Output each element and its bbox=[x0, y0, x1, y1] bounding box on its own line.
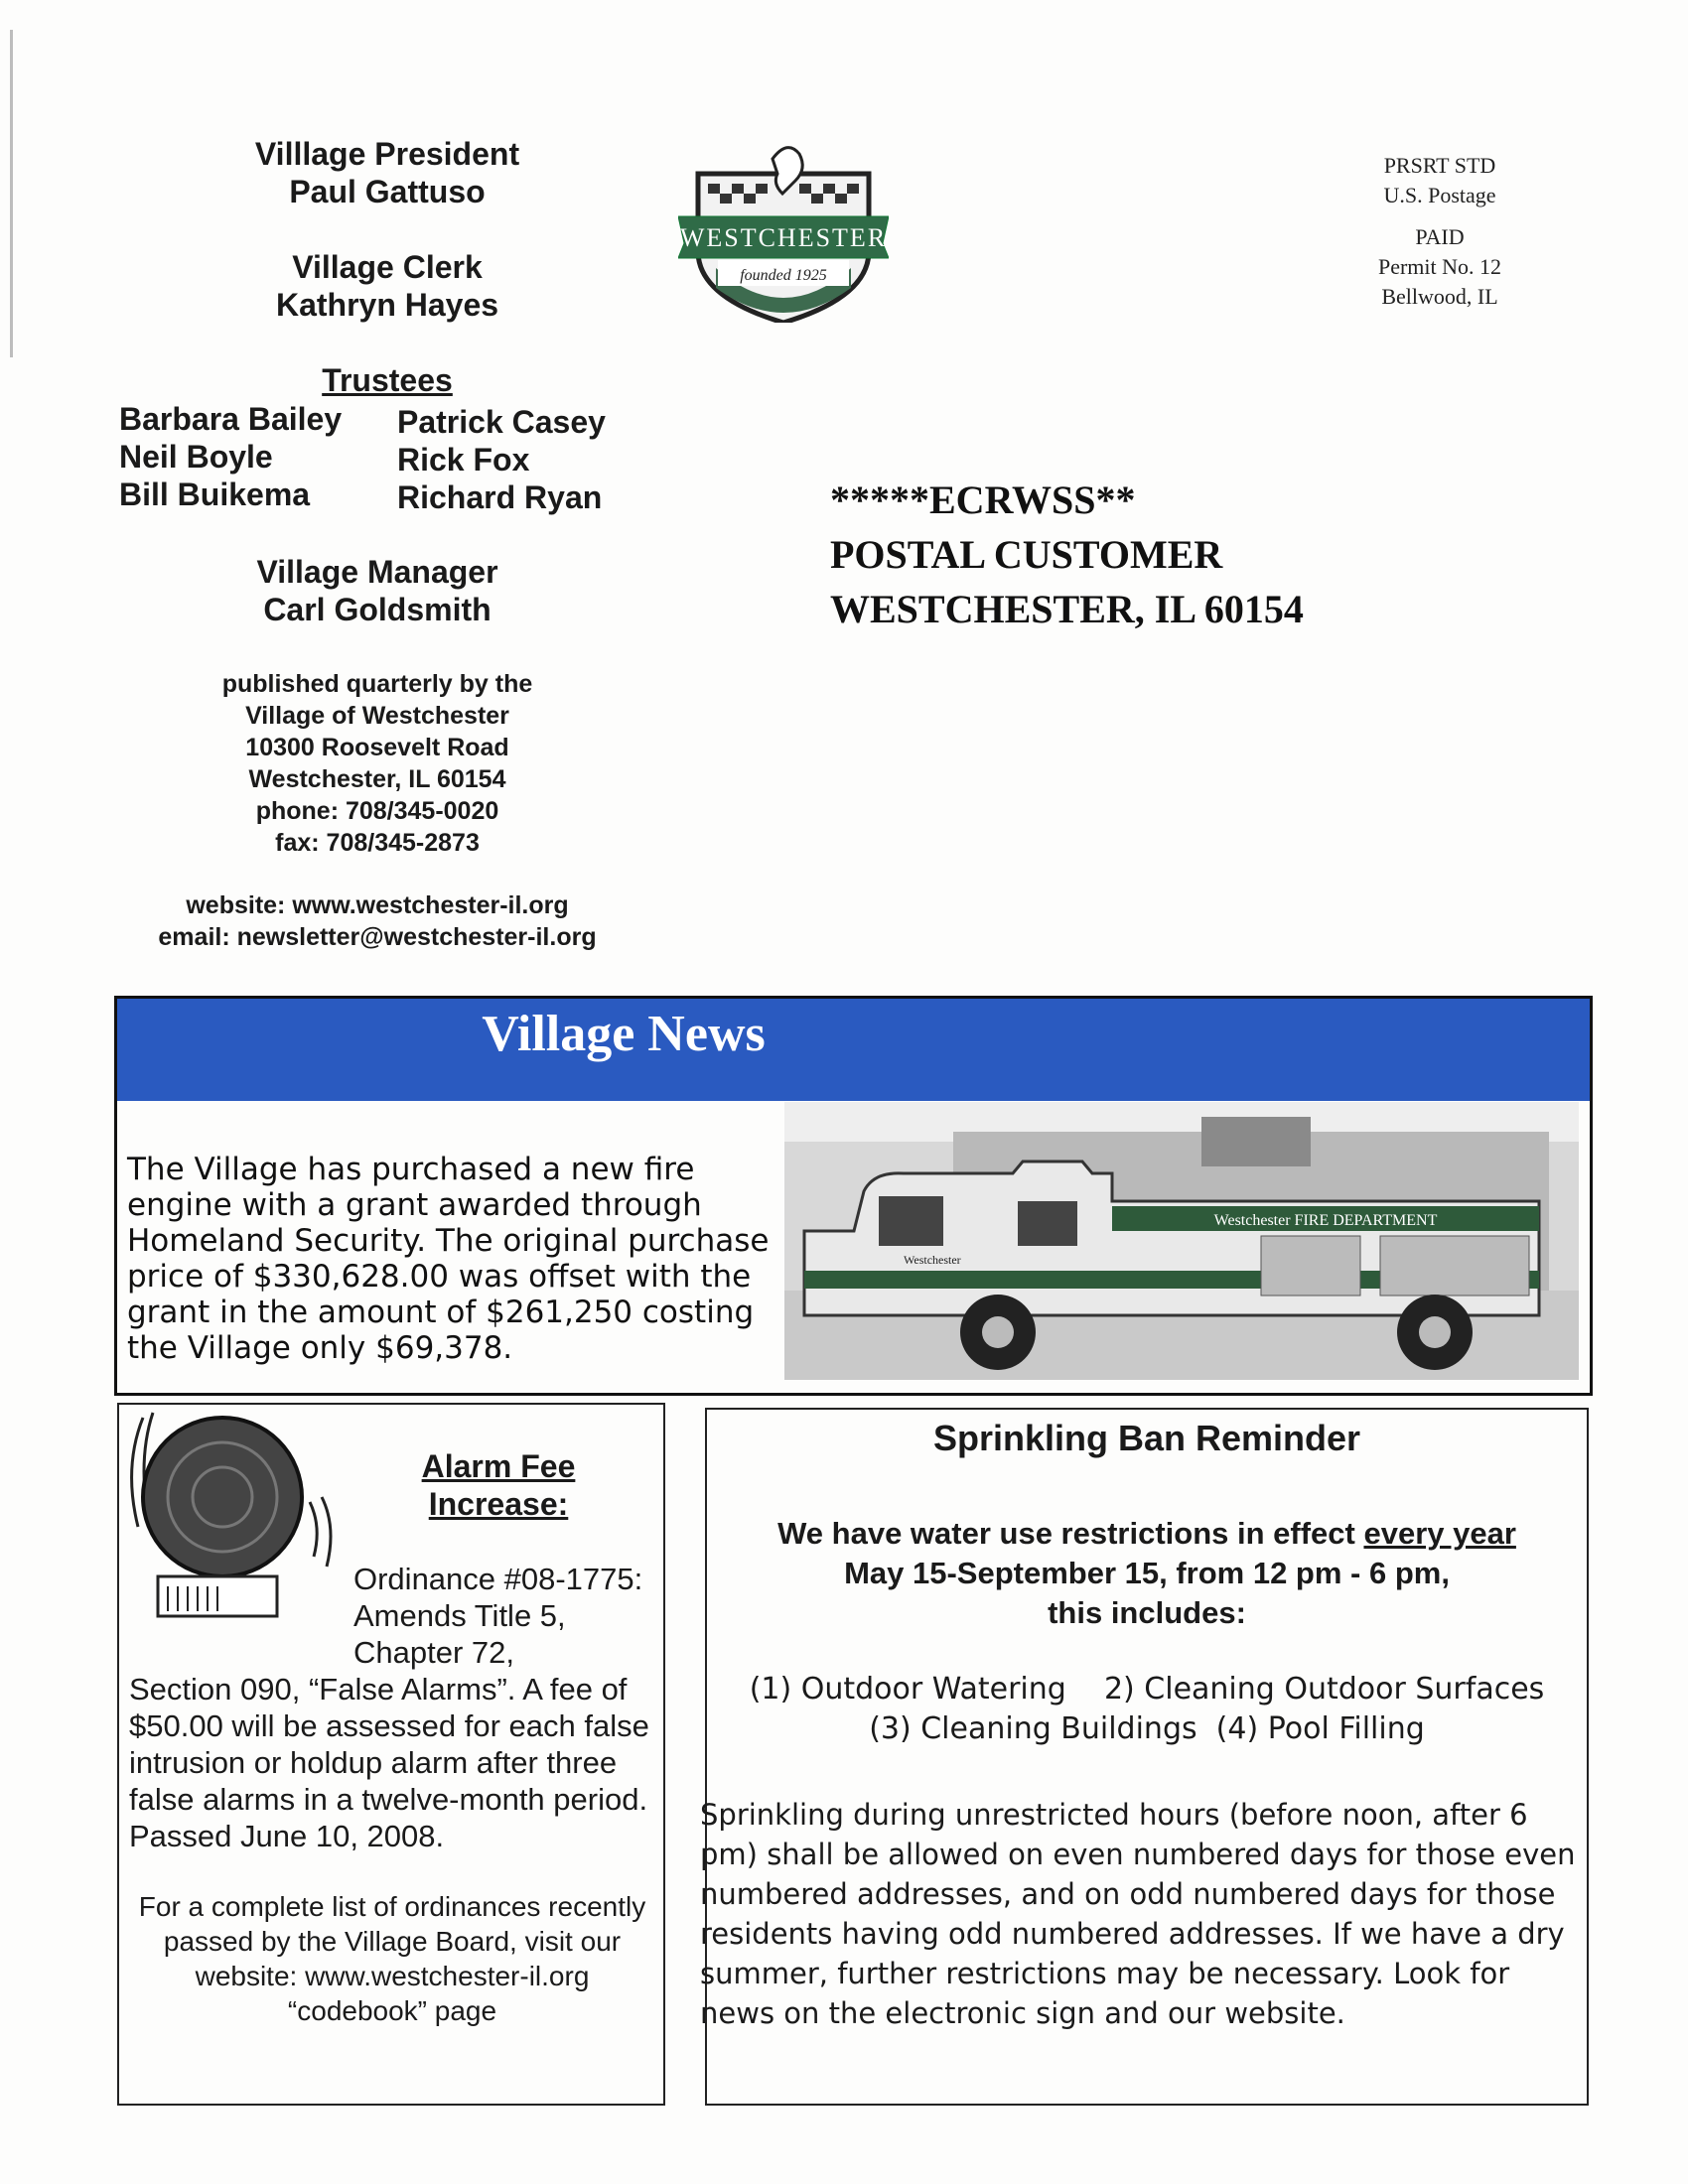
truck-label: Westchester FIRE DEPARTMENT bbox=[1213, 1212, 1438, 1229]
sprinkling-body: Sprinkling during unrestricted hours (before noon, after 6 pm) shall be allowed on even numbered days for those even numbered addresses, and on odd numbered days for those residents having odd numbered addresses. If we have a dry summer, further restrictions may be necessary. Look for news on the electronic sign and our website. bbox=[700, 1798, 1576, 2030]
publisher-line: Westchester, IL 60154 bbox=[248, 765, 506, 793]
alarm-fee-title bbox=[389, 1447, 608, 1523]
page-edge-rule bbox=[10, 30, 13, 357]
sprinkling-items-line: (1) Outdoor Watering 2) Cleaning Outdoor Surfaces bbox=[749, 1672, 1545, 1706]
clerk-name: Kathryn Hayes bbox=[275, 287, 499, 323]
publisher-line: published quarterly by the bbox=[221, 670, 533, 698]
alarm-title-line: Alarm Fee bbox=[421, 1448, 576, 1484]
officials-clerk bbox=[218, 248, 556, 324]
trustee-name: Rick Fox bbox=[397, 442, 530, 478]
alarm-ordinance: Ordinance #08-1775: Amends Title 5, Chapter 72, bbox=[353, 1562, 643, 1670]
alarm-bell-icon bbox=[123, 1408, 352, 1626]
publisher-line: Village of Westchester bbox=[245, 702, 509, 730]
publisher-info bbox=[189, 668, 566, 859]
restriction-dates: May 15-September 15, from 12 pm - 6 pm, bbox=[844, 1556, 1450, 1590]
restriction-emphasis: every year bbox=[1363, 1516, 1516, 1551]
logo-wordmark: WESTCHESTER bbox=[679, 223, 888, 252]
sprinkling-restrictions bbox=[707, 1514, 1587, 1633]
fire-engine-photo bbox=[784, 1102, 1579, 1380]
sprinkling-title: Sprinkling Ban Reminder bbox=[932, 1418, 1361, 1458]
trustee-name: Barbara Bailey bbox=[119, 401, 343, 437]
door-label: Westchester bbox=[904, 1253, 961, 1267]
president-name: Paul Gattuso bbox=[289, 174, 486, 209]
sprinkling-items-line: (3) Cleaning Buildings (4) Pool Filling bbox=[869, 1711, 1425, 1746]
publisher-email: email: newsletter@westchester-il.org bbox=[158, 923, 597, 951]
president-title: Villlage President bbox=[254, 136, 520, 172]
logo-founded: founded 1925 bbox=[740, 267, 827, 284]
manager-title: Village Manager bbox=[256, 554, 498, 590]
publisher-phone: phone: 708/345-0020 bbox=[255, 797, 499, 825]
publisher-website: website: www.westchester-il.org bbox=[186, 891, 569, 919]
trustee-name: Bill Buikema bbox=[119, 477, 311, 512]
postage-line: PAID bbox=[1415, 224, 1465, 249]
trustee-name: Richard Ryan bbox=[397, 479, 603, 515]
publisher-contact bbox=[99, 889, 655, 953]
westchester-logo bbox=[678, 139, 889, 323]
alarm-title-line: Increase: bbox=[428, 1486, 569, 1522]
postage-line: U.S. Postage bbox=[1383, 183, 1496, 207]
officials-manager bbox=[209, 553, 546, 628]
clerk-title: Village Clerk bbox=[292, 249, 483, 285]
postage-line: Bellwood, IL bbox=[1381, 284, 1498, 309]
mailing-address bbox=[830, 473, 1525, 636]
trustees-heading: Trustees bbox=[322, 362, 453, 398]
sprinkling-items bbox=[707, 1670, 1587, 1749]
restriction-includes: this includes: bbox=[1048, 1595, 1246, 1630]
postage-line: Permit No. 12 bbox=[1377, 254, 1502, 279]
restriction-text: We have water use restrictions in effect bbox=[777, 1516, 1364, 1551]
officials-president bbox=[218, 135, 556, 210]
village-news-title: Village News bbox=[482, 1006, 766, 1062]
postage-indicia bbox=[1331, 151, 1549, 312]
mailing-line: WESTCHESTER, IL 60154 bbox=[830, 587, 1304, 631]
manager-name: Carl Goldsmith bbox=[263, 592, 492, 627]
publisher-line: 10300 Roosevelt Road bbox=[245, 734, 509, 761]
publisher-fax: fax: 708/345-2873 bbox=[275, 829, 480, 857]
postage-line: PRSRT STD bbox=[1383, 153, 1496, 178]
mailing-line: *****ECRWSS** bbox=[830, 478, 1136, 522]
trustee-name: Patrick Casey bbox=[397, 404, 606, 440]
alarm-note: For a complete list of ordinances recently passed by the Village Board, visit our website: www.westchester-il.org “codebook” page bbox=[138, 1891, 646, 2026]
village-news-body: The Village has purchased a new fire engine with a grant awarded through Homeland Security. The original purchase price of $330,628.00 was offset with the grant in the amount of $261,250 costing the Village only $69,378. bbox=[127, 1152, 770, 1366]
mailing-line: POSTAL CUSTOMER bbox=[830, 532, 1223, 577]
alarm-body: Section 090, “False Alarms”. A fee of $50.00 will be assessed for each false intrusion or holdup alarm after three false alarms in a twelve-month period. Passed June 10, 2008. bbox=[129, 1672, 649, 1853]
trustee-name: Neil Boyle bbox=[119, 439, 273, 475]
